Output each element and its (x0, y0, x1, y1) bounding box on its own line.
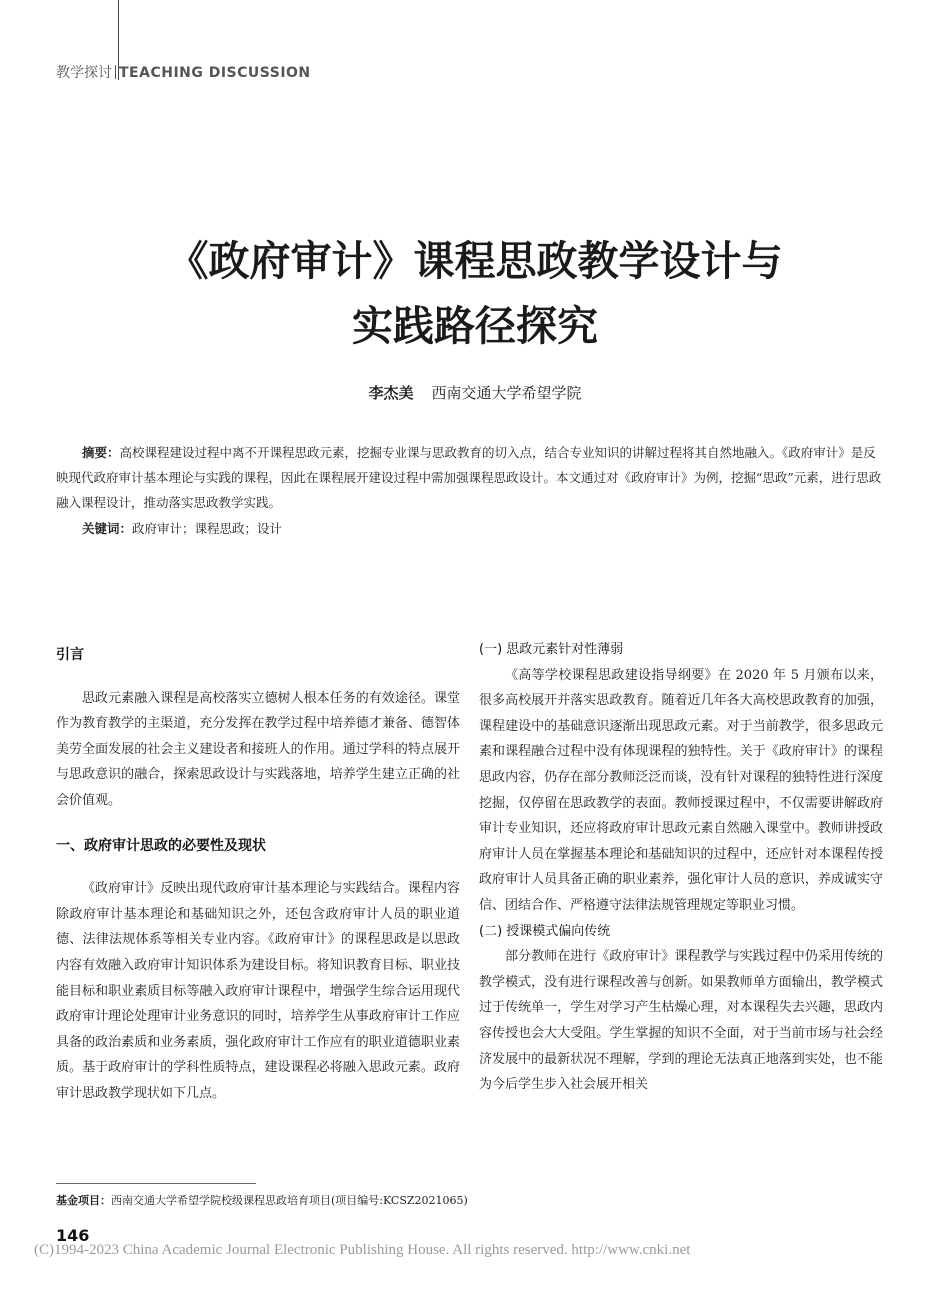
article-title-line-1: 《政府审计》课程思政教学设计与 (167, 237, 783, 285)
fund-text: 西南交通大学希望学院校级课程思政培育项目(项目编号:KCSZ2021065) (111, 1194, 468, 1207)
running-head (56, 62, 311, 82)
section-1-paragraph: 《政府审计》反映出现代政府审计基本理论与实践结合。课程内容除政府审计基本理论和基础知识之外，还包含政府审计人员的职业道德、法律法规体系等相关专业内容。《政府审计》的课程思政是以思政内容有效融入政府审计知识体系为建设目标。将知识教育目标、职业技能目标和职业素质目标等融入政府审计课程中，增强学生综合运用现代政府审计理论处理审计业务意识的同时，培养学生从事政府审计工作应具备的政治素质和业务素质，强化政府审计工作应有的职业道德职业素质。基于政府审计的学科性质特点，建设课程必将融入思政元素。政府审计思政教学现状如下几点。 (56, 881, 460, 1101)
abstract (56, 440, 886, 515)
subsection-1-paragraph: 《高等学校课程思政建设指导纲要》在 2020 年 5 月颁布以来，很多高校展开并落实思政教育。随着近几年各大高校思政教育的加强，课程建设中的基础意识逐渐出现思政元素。对于当前教学，很多思政元素和课程融合过程中没有体现课程的独特性。关于《政府审计》的课程思政内容，仍存在部分教师泛泛而谈，没有针对课程的独特性进行深度挖掘，仅停留在思政教学的表面。教师授课过程中，不仅需要讲解政府审计专业知识，还应将政府审计思政元素自然融入课堂中。教师讲授政府审计人员在掌握基本理论和基础知识的过程中，还应针对本课程传授政府审计人员具备正确的职业素养，强化审计人员的意识，养成诚实守信、团结合作、严格遵守法律法规管理规定等职业习惯。 (479, 667, 883, 913)
right-column (479, 637, 883, 1098)
section-1-heading: 一、政府审计思政的必要性及现状 (56, 837, 266, 854)
author-name: 李杰美 (368, 384, 414, 402)
subsection-2-heading: (二) 授课模式偏向传统 (479, 923, 611, 939)
author-line (0, 382, 950, 403)
page-number: 146 (56, 1226, 90, 1245)
intro-paragraph: 思政元素融入课程是高校落实立德树人根本任务的有效途径。课堂作为教育教学的主渠道，充分发挥在教学过程中培养德才兼备、德智体美劳全面发展的社会主义建设者和接班人的作用。通过学科的特点展开与思政意识的融合，探索思政设计与实践落地，培养学生建立正确的社会价值观。 (56, 690, 460, 808)
keywords-label: 关键词： (82, 521, 133, 536)
subsection-1-heading: (一) 思政元素针对性薄弱 (479, 642, 624, 657)
article-title-line-2: 实践路径探究 (352, 302, 598, 350)
fund-note (56, 1192, 468, 1208)
running-head-separator (115, 65, 116, 79)
left-column (56, 643, 460, 1107)
abstract-label: 摘要： (82, 445, 120, 460)
copyright-watermark: (C)1994-2023 China Academic Journal Electronic Publishing House. All rights reserved. http://www.cnki.net (34, 1242, 691, 1258)
subsection-2-paragraph: 部分教师在进行《政府审计》课程教学与实践过程中仍采用传统的教学模式，没有进行课程改善与创新。如果教师单方面输出，教学模式过于传统单一，学生对学习产生枯燥心理，对本课程失去兴趣，思政内容传授也会大大受阻。学生掌握的知识不全面，对于当前市场与社会经济发展中的最新状况不理解，学到的理论无法真正地落到实处，也不能为今后学生步入社会展开相关 (479, 949, 883, 1093)
intro-heading: 引言 (56, 647, 84, 663)
footnote-divider (56, 1183, 256, 1184)
keywords (56, 516, 886, 541)
abstract-text: 高校课程建设过程中离不开课程思政元素，挖掘专业课与思政教育的切入点，结合专业知识的讲解过程将其自然地融入。《政府审计》是反映现代政府审计基本理论与实践的课程，因此在课程展开建设过程中需加强课程思政设计。本文通过对《政府审计》为例，挖掘“思政”元素，进行思政融入课程设计，推动落实思政教学实践。 (56, 445, 882, 510)
section-name-en: TEACHING DISCUSSION (119, 65, 311, 81)
section-name-cn: 教学探讨 (56, 65, 112, 81)
fund-label: 基金项目： (56, 1194, 111, 1207)
author-affiliation: 西南交通大学希望学院 (431, 384, 582, 402)
keywords-text: 政府审计；课程思政；设计 (132, 521, 283, 536)
